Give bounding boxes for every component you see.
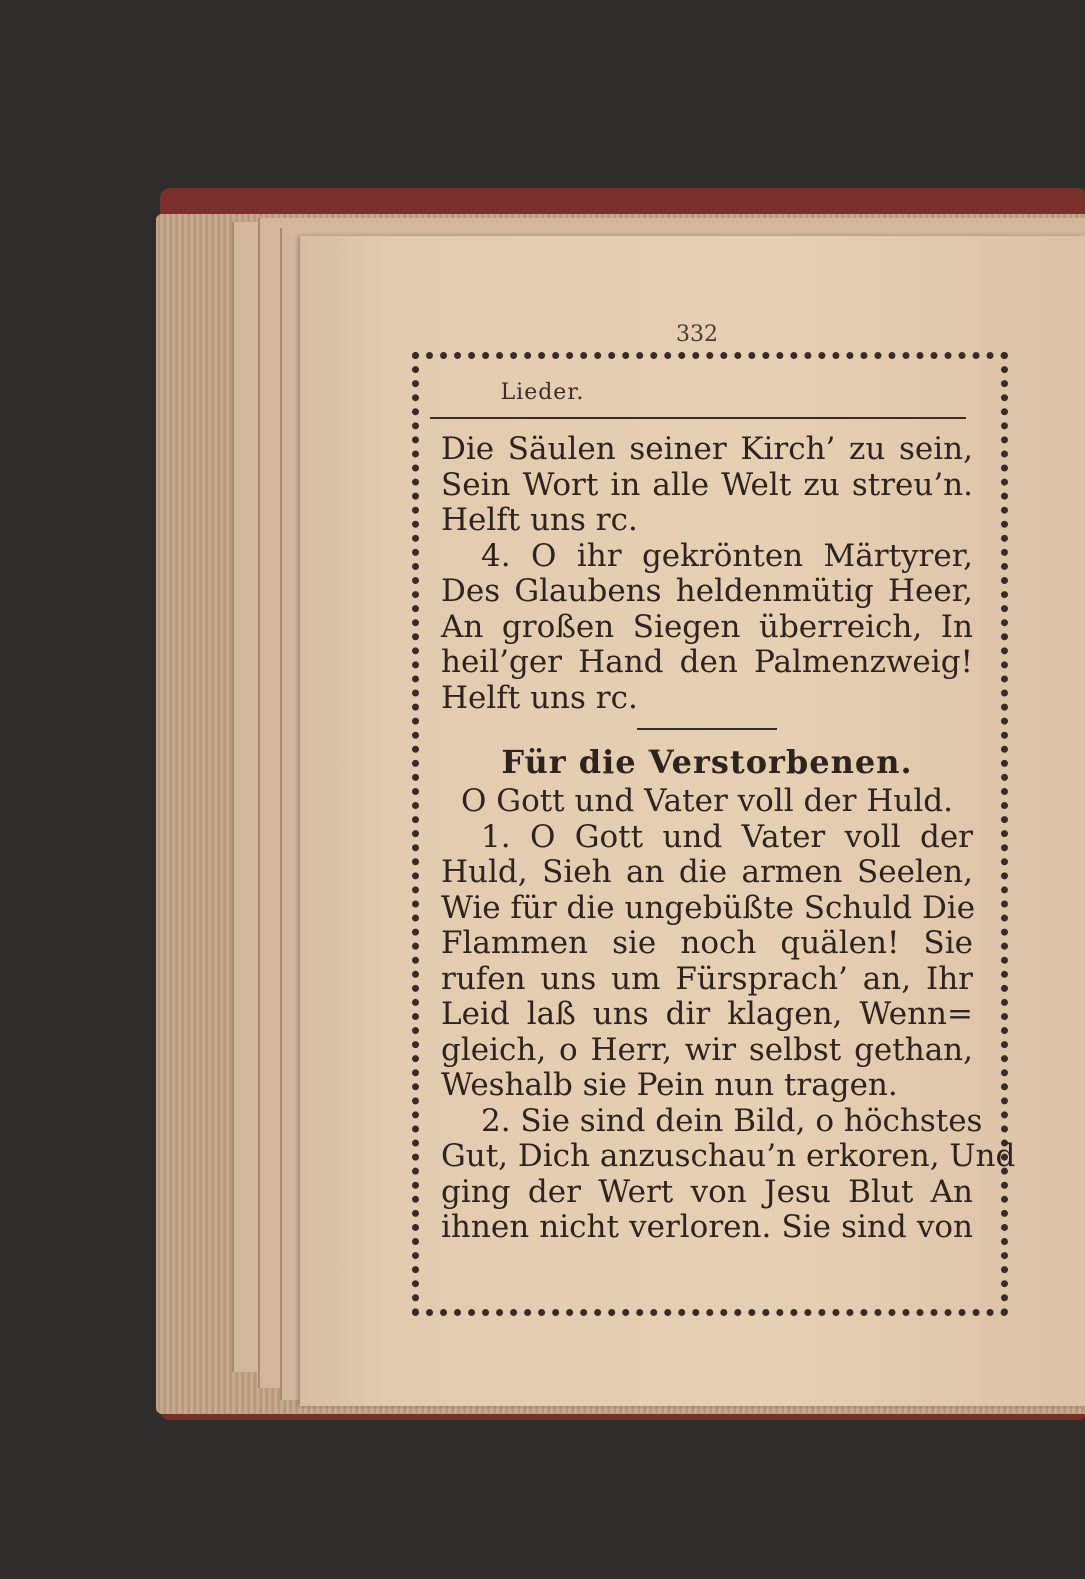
text-line: Flammen sie noch quälen! Sie xyxy=(441,925,973,961)
running-head: Lieder. xyxy=(500,380,585,405)
text-line: Wie für die ungebüßte Schuld Die xyxy=(441,889,976,926)
text-line: gleich, o Herr, wir selbst gethan, xyxy=(441,1031,973,1068)
page-text xyxy=(441,431,1016,1246)
text-line: ihnen nicht verloren. Sie sind von xyxy=(441,1209,973,1245)
section-heading: Für die Verstorbenen. xyxy=(501,743,913,781)
text-line: heil’ger Hand den Palmenzweig! xyxy=(441,644,973,680)
text-line: Helft uns rc. xyxy=(441,502,638,538)
text-line: rufen uns um Fürsprach’ an, Ihr xyxy=(441,960,973,997)
text-line: Weshalb sie Pein nun tragen. xyxy=(441,1067,898,1103)
text-line: Helft uns rc. xyxy=(441,679,638,716)
hymn-title: O Gott und Vater voll der Huld. xyxy=(461,783,953,819)
section-divider xyxy=(637,728,777,730)
text-line: ging der Wert von Jesu Blut An xyxy=(441,1173,973,1210)
text-line: Des Glaubens heldenmütig Heer, xyxy=(441,573,973,609)
page-number: 332 xyxy=(676,322,718,347)
text-line: Die Säulen seiner Kirch’ zu sein, xyxy=(441,431,973,467)
text-line: Gut, Dich anzuschau’n erkoren, Und xyxy=(441,1138,1016,1174)
text-line: Leid laß uns dir klagen, Wenn= xyxy=(441,996,973,1032)
text-line: Huld, Sieh an die armen Seelen, xyxy=(441,854,973,890)
text-line: An großen Siegen überreich, In xyxy=(441,608,973,645)
text-line: 2. Sie sind dein Bild, o höchstes xyxy=(481,1102,983,1139)
text-line: 1. O Gott und Vater voll der xyxy=(481,818,973,855)
header-rule xyxy=(430,417,966,419)
text-line: Sein Wort in alle Welt zu streu’n. xyxy=(441,466,973,503)
text-line: 4. O ihr gekrönten Märtyrer, xyxy=(481,537,973,574)
